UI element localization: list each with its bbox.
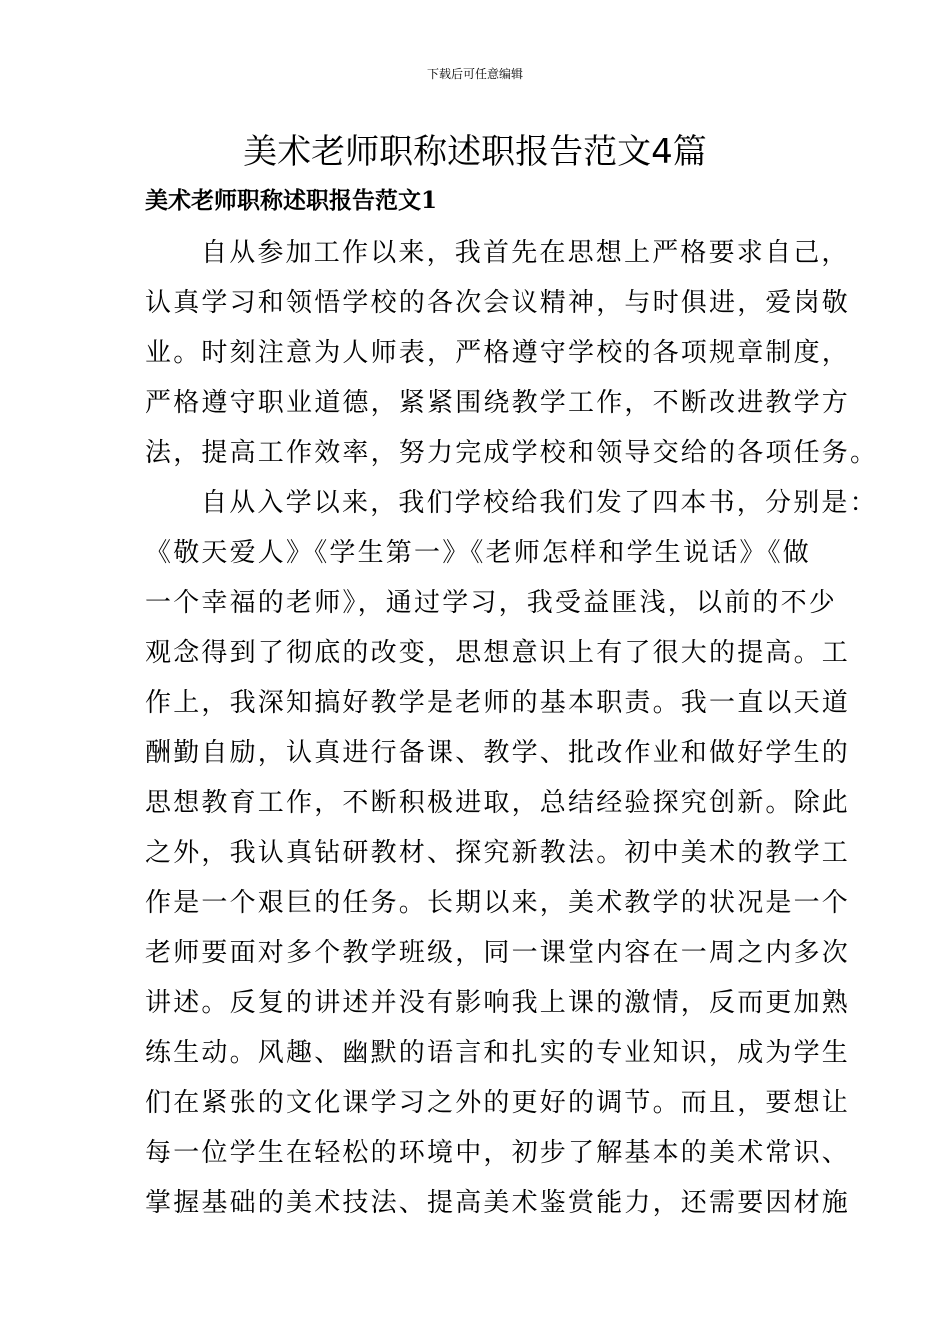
paragraph-1 <box>145 228 879 478</box>
body-text <box>145 228 879 1228</box>
paragraph-line: 作上，我深知搞好教学是老师的基本职责。我一直以天道 <box>145 688 851 718</box>
paragraph-line: 严格遵守职业道德，紧紧围绕教学工作，不断改进教学方 <box>145 388 851 418</box>
paragraph-line: 自从入学以来，我们学校给我们发了四本书，分别是： <box>201 488 878 518</box>
paragraph-line: 一个幸福的老师》，通过学习，我受益匪浅，以前的不少 <box>145 588 838 618</box>
paragraph-line: 们在紧张的文化课学习之外的更好的调节。而且，要想让 <box>145 1088 851 1118</box>
paragraph-line: 业。时刻注意为人师表，严格遵守学校的各项规章制度， <box>145 338 851 368</box>
section-heading: 美术老师职称述职报告范文1 <box>145 187 438 214</box>
paragraph-line: 老师要面对多个教学班级，同一课堂内容在一周之内多次 <box>145 938 851 968</box>
paragraph-line: 自从参加工作以来，我首先在思想上严格要求自己， <box>201 238 850 268</box>
paragraph-2 <box>145 478 878 1228</box>
paragraph-line: 练生动。风趣、幽默的语言和扎实的专业知识，成为学生 <box>145 1038 851 1068</box>
paragraph-line: 每一位学生在轻松的环境中，初步了解基本的美术常识、 <box>145 1138 851 1168</box>
header-note: 下载后可任意编辑 <box>426 67 523 81</box>
paragraph-line: 法，提高工作效率，努力完成学校和领导交给的各项任务。 <box>145 438 879 468</box>
paragraph-line: 观念得到了彻底的改变，思想意识上有了很大的提高。工 <box>145 638 851 668</box>
paragraph-line: 思想教育工作，不断积极进取，总结经验探究创新。除此 <box>145 788 851 818</box>
paragraph-line: 《敬天爱人》《学生第一》《老师怎样和学生说话》《做 <box>145 538 812 568</box>
paragraph-line: 之外，我认真钻研教材、探究新教法。初中美术的教学工 <box>145 838 851 868</box>
paragraph-line: 认真学习和领悟学校的各次会议精神，与时俱进，爱岗敬 <box>145 288 851 318</box>
paragraph-line: 酬勤自励，认真进行备课、教学、批改作业和做好学生的 <box>145 738 851 768</box>
paragraph-line: 讲述。反复的讲述并没有影响我上课的激情，反而更加熟 <box>145 988 851 1018</box>
paragraph-line: 作是一个艰巨的任务。长期以来，美术教学的状况是一个 <box>145 888 851 918</box>
document-title: 美术老师职称述职报告范文4篇 <box>243 132 707 172</box>
paragraph-line: 掌握基础的美术技法、提高美术鉴赏能力，还需要因材施 <box>145 1188 851 1218</box>
